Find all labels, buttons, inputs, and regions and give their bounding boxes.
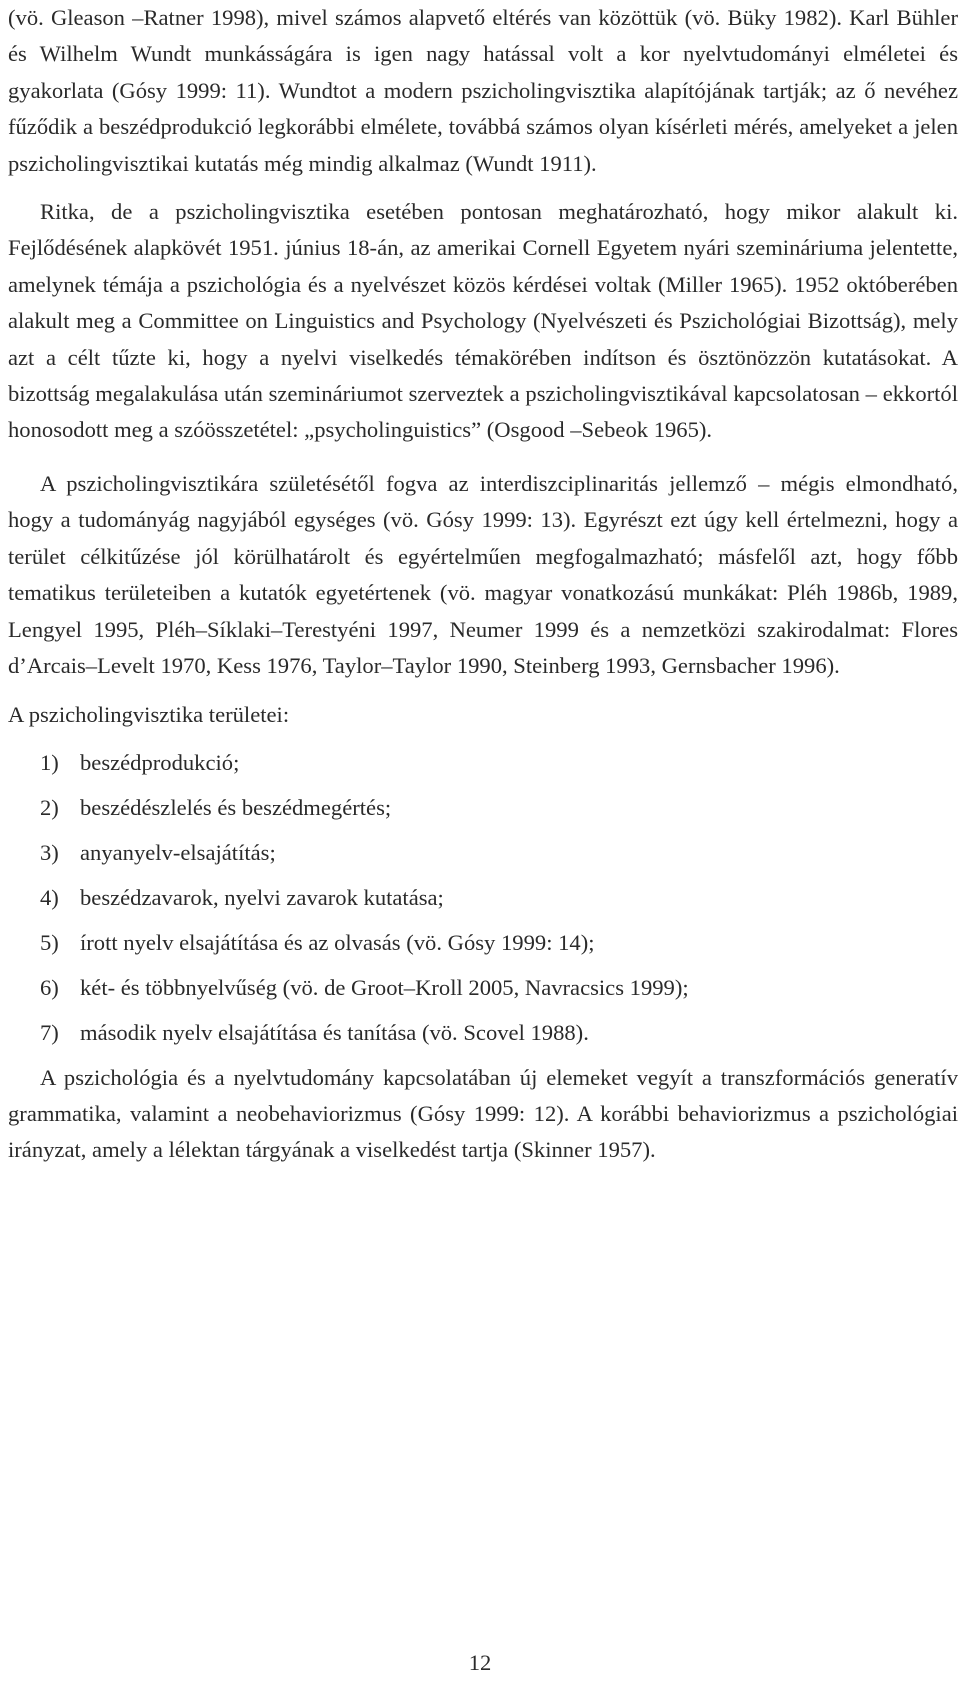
list-item [8,880,958,916]
list-item-number: 5) [40,929,59,955]
paragraph-behaviorism: A pszichológia és a nyelvtudomány kapcsolatában új elemeket vegyít a transzformációs generatív grammatika, valamint a neobehaviorizmus (Gósy 1999: 12). A korábbi behaviorizmus a pszichológiai irányzat, amely a lélektan tárgyának a viselkedést tartja (Skinner 1957). [8,1064,958,1163]
document-page [8,0,958,1169]
list-item-number: 1) [40,749,59,775]
list-item-text: beszédészlelés és beszédmegértés; [80,794,392,820]
paragraph-interdisciplinarity: A pszicholingvisztikára születésétől fogva az interdiszciplinaritás jellemző – mégis elmondható, hogy a tudományág nagyjából egységes (vö. Gósy 1999: 13). Egyrészt ezt úgy kell értelmezni, hogy a terület célkitűzése jól körülhatárolt és egyértelműen megfogalmazható; másfelől azt, hogy főbb tematikus területeiben a kutatók egyetértenek (vö. magyar vonatkozású munkákat: Pléh 1986b, 1989, Lengyel 1995, Pléh–Síklaki–Terestyéni 1997, Neumer 1999 és a nemzetközi szakirodalmat: Flores d’Arcais–Levelt 1970, Kess 1976, Taylor–Taylor 1990, Steinberg 1993, Gernsbacher 1996). [8,470,958,678]
list-item-text: beszédzavarok, nyelvi zavarok kutatása; [80,884,444,910]
areas-list [8,745,958,1051]
list-item [8,970,958,1006]
list-item-number: 7) [40,1019,59,1045]
list-item-number: 2) [40,794,59,820]
list-item-text: beszédprodukció; [80,749,240,775]
list-item [8,790,958,826]
page-number: 12 [468,1650,492,1675]
list-item-text: írott nyelv elsajátítása és az olvasás (vö. Gósy 1999: 14); [80,929,595,955]
list-item-text: két- és többnyelvűség (vö. de Groot–Kroll 2005, Navracsics 1999); [80,974,689,1000]
list-item-text: anyanyelv-elsajátítás; [80,839,276,865]
list-item [8,1015,958,1051]
list-item [8,835,958,871]
list-item-text: második nyelv elsajátítása és tanítása (vö. Scovel 1988). [80,1019,589,1045]
list-heading: A pszicholingvisztika területei: [8,702,290,728]
paragraph-wundt: (vö. Gleason –Ratner 1998), mivel számos alapvető eltérés van közöttük (vö. Büky 1982). Karl Bühler és Wilhelm Wundt munkásságára is igen nagy hatással volt a kor nyelvtudományi elméletei és gyakorlata (Gósy 1999: 11). Wundtot a modern pszicholingvisztika alapítójának tartják; az ő nevéhez fűződik a beszédprodukció legkorábbi elmélete, továbbá számos olyan kísérleti mérés, amelyeket a jelen pszicholingvisztikai kutatás még mindig alkalmaz (Wundt 1911). [8,5,958,176]
list-item-number: 3) [40,839,59,865]
list-item-number: 6) [40,974,59,1000]
list-item [8,925,958,961]
paragraph-origins: Ritka, de a pszicholingvisztika esetében pontosan meghatározható, hogy mikor alakult ki. Fejlődésének alapkövét 1951. június 18-án, az amerikai Cornell Egyetem nyári szemináriuma jelentette, amelynek témája a pszichológia és a nyelvészet közös kérdései voltak (Miller 1965). 1952 októberében alakult meg a Committee on Linguistics and Psychology (Nyelvészeti és Pszichológiai Bizottság), mely azt a célt tűzte ki, hogy a nyelvi viselkedés témakörében indítson és ösztönözzön kutatásokat. A bizottság megalakulása után szemináriumot szerveztek a pszicholingvisztikával kapcsolatosan – ekkortól honosodott meg a szóösszetétel: „psycholinguistics” (Osgood –Sebeok 1965). [8,199,958,443]
list-item-number: 4) [40,884,59,910]
list-item [8,745,958,781]
